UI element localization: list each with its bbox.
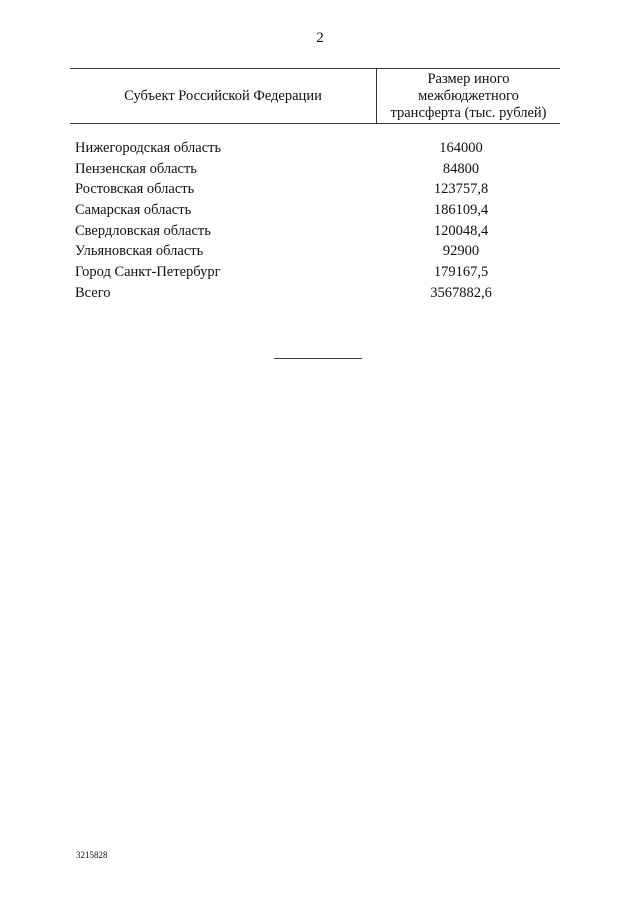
transfer-amount: 164000 [439, 140, 483, 156]
end-of-document-rule [274, 358, 362, 359]
table-row [75, 241, 560, 262]
table-row [75, 221, 560, 242]
subject-name: Нижегородская область [75, 140, 222, 156]
table-row [75, 179, 560, 200]
subject-name: Ульяновская область [75, 243, 204, 260]
table-row-total [75, 283, 560, 304]
column-header-subject: Субъект Российской Федерации [124, 87, 322, 104]
total-amount: 3567882,6 [430, 284, 492, 301]
table-row [75, 262, 560, 283]
document-code: 3215828 [76, 850, 108, 860]
table-row [75, 159, 560, 180]
transfer-amount: 92900 [442, 243, 480, 260]
subject-name: Свердловская область [75, 222, 211, 239]
table-row [75, 138, 560, 159]
table-body [75, 138, 560, 304]
total-label: Всего [75, 284, 111, 301]
transfer-amount: 123757,8 [433, 181, 489, 198]
table-header [70, 68, 560, 124]
transfer-amount: 84800 [442, 160, 480, 177]
subject-name: Самарская область [75, 202, 192, 219]
subject-name: Пензенская область [75, 160, 197, 177]
transfer-amount: 179167,5 [433, 264, 489, 281]
subject-name: Ростовская область [75, 181, 195, 198]
table-row [75, 200, 560, 221]
transfer-amount: 120048,4 [433, 222, 489, 239]
page-number: 2 [316, 30, 324, 46]
column-header-amount: Размер иного межбюджетного трансферта (тыс. рублей) [390, 70, 547, 121]
transfer-amount: 186109,4 [433, 202, 489, 219]
subject-name: Город Санкт-Петербург [75, 264, 221, 281]
